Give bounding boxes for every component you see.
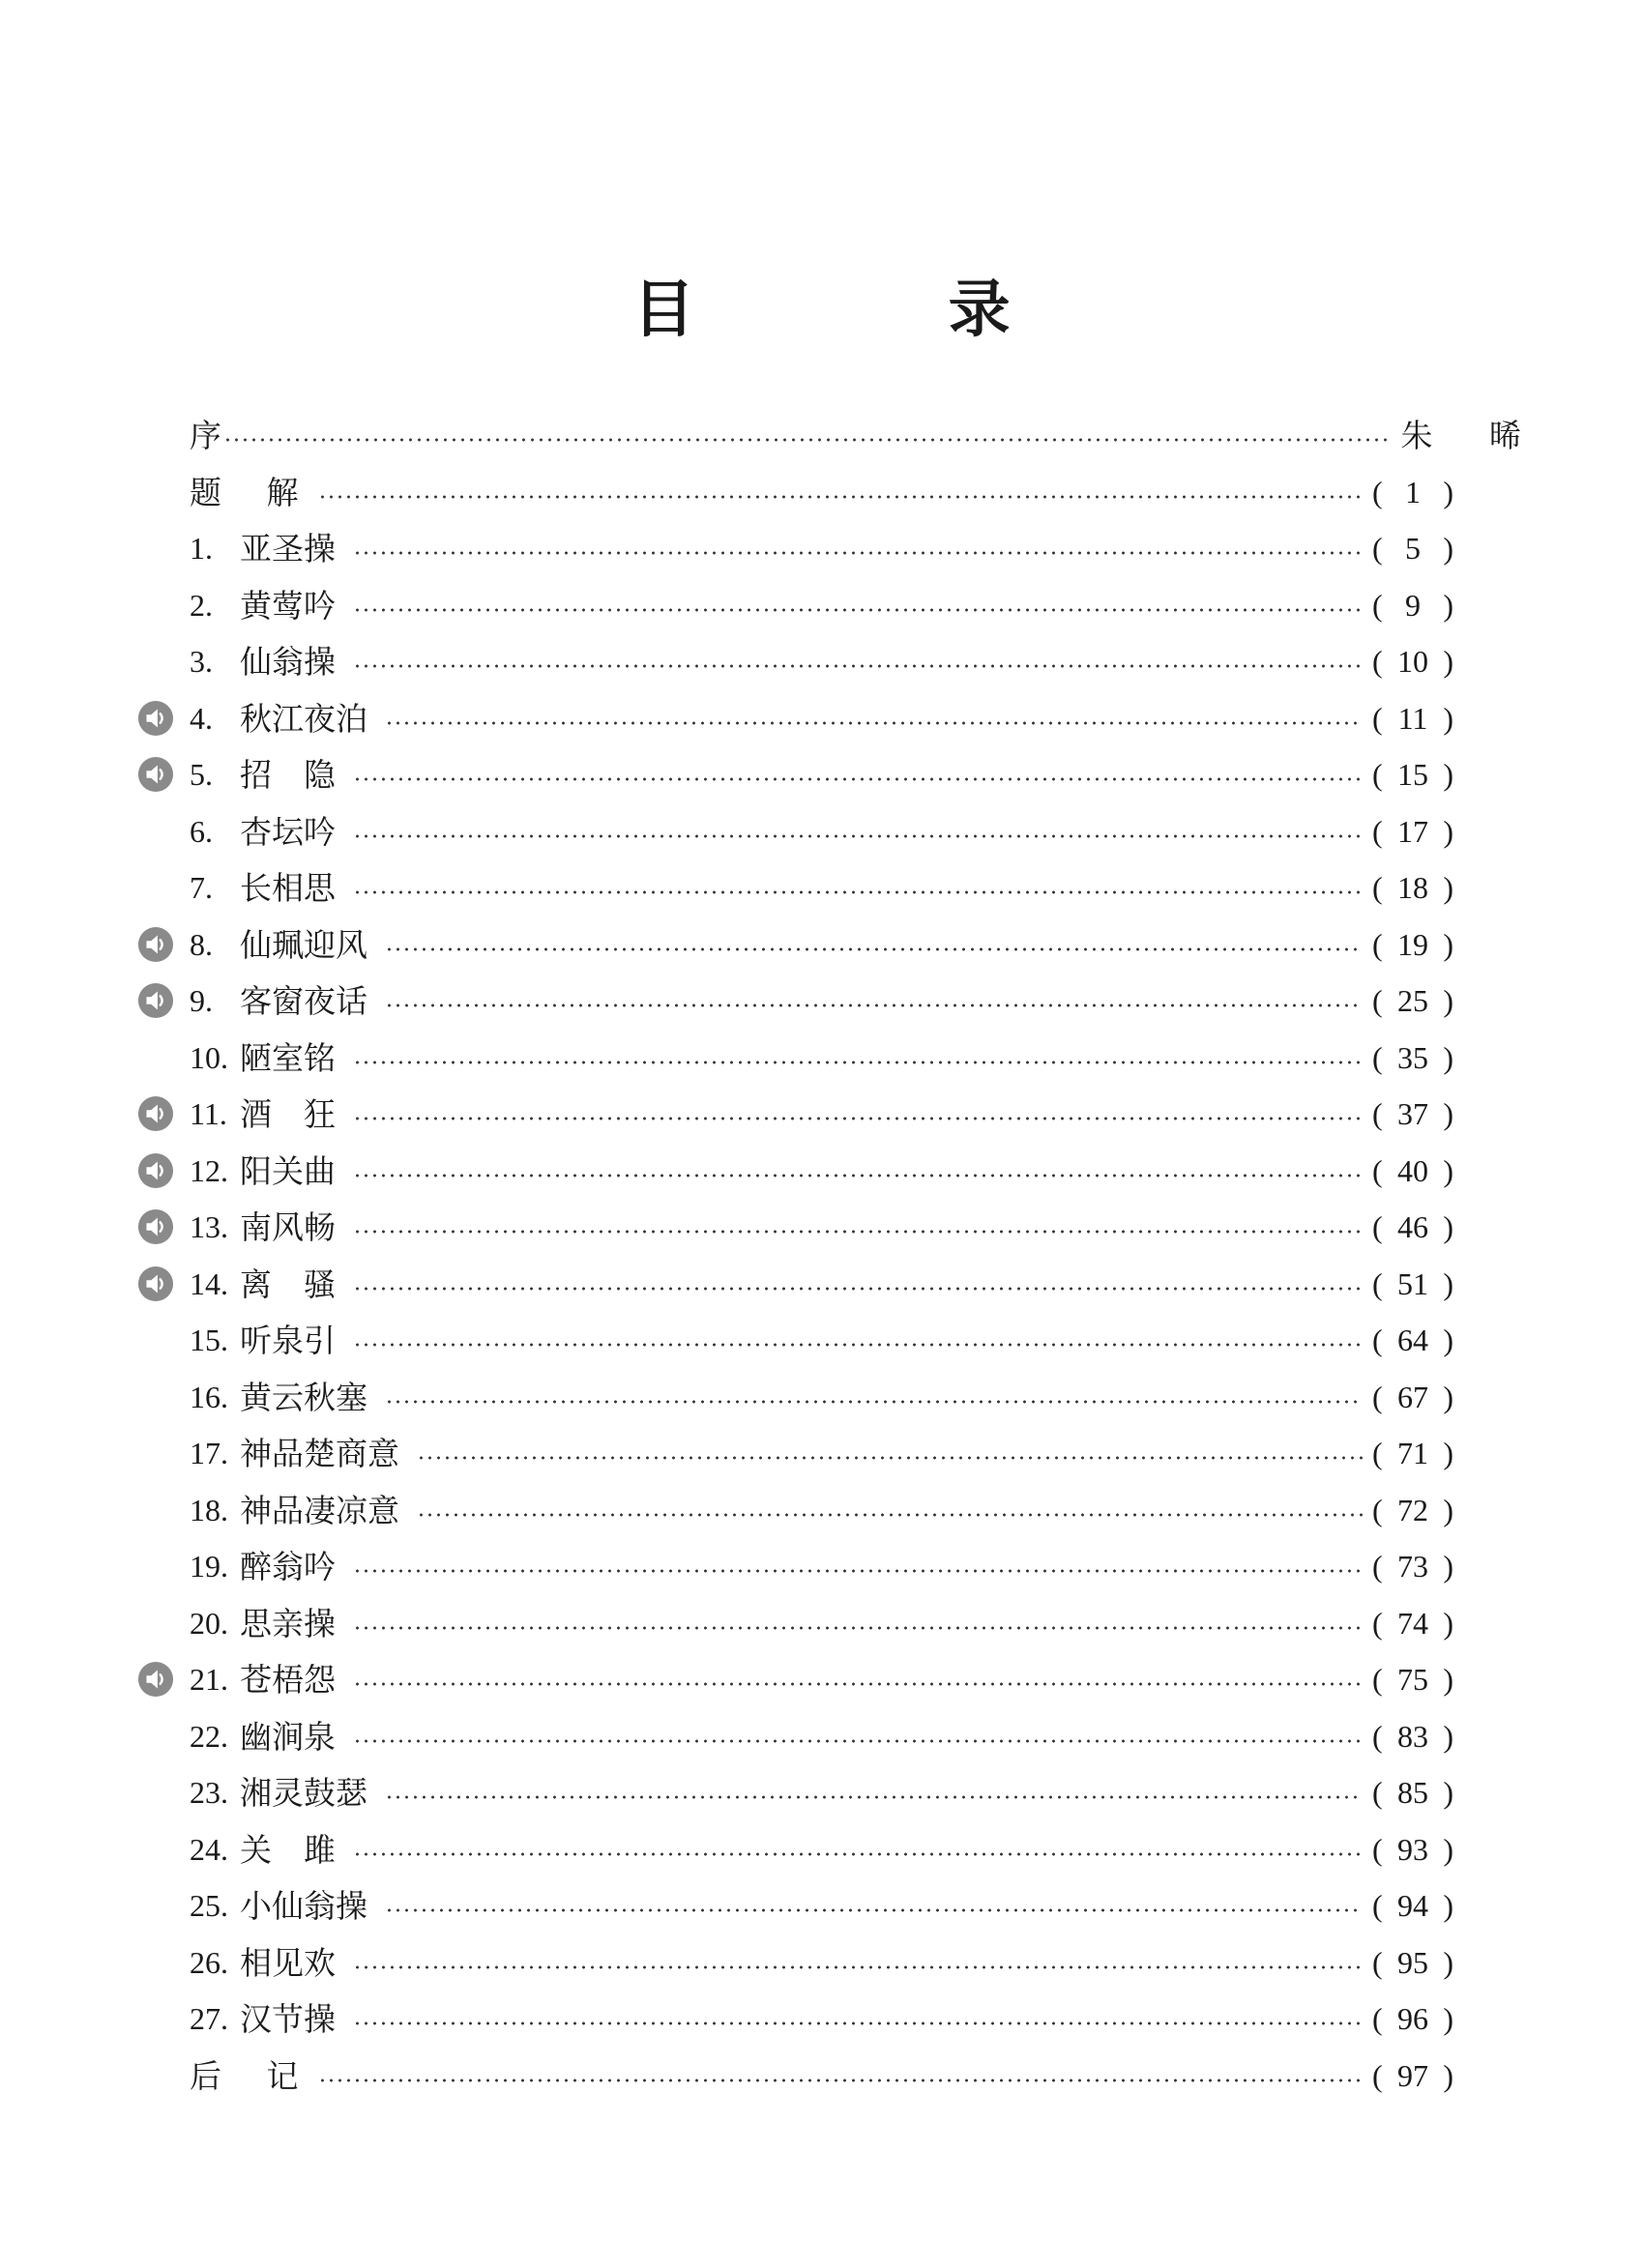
- dot-leader: [353, 1174, 1363, 1178]
- page-bracket-close: ): [1443, 701, 1453, 736]
- toc-entry-title: 湘灵鼓瑟: [240, 1774, 367, 1812]
- toc-entry-number: 12.: [190, 1153, 228, 1188]
- toc-entry-main: [240, 1821, 1453, 1878]
- dot-leader: [385, 947, 1363, 951]
- speaker-audio-icon[interactable]: [137, 1265, 174, 1302]
- toc-entry-main: [240, 1877, 1453, 1934]
- page-bracket-close: ): [1443, 757, 1453, 792]
- toc-entry-title: 客窗夜话: [240, 982, 367, 1020]
- page-number: 10: [1397, 644, 1428, 679]
- page-bracket-open: (: [1372, 475, 1383, 509]
- page-number: 25: [1397, 983, 1428, 1018]
- page-bracket-close: ): [1443, 1040, 1453, 1075]
- page-bracket-close: ): [1443, 1662, 1453, 1697]
- page-bracket-open: (: [1372, 2058, 1383, 2093]
- page-number-box: [1372, 1199, 1453, 1256]
- toc-row-5[interactable]: [0, 746, 1643, 803]
- page-number: 72: [1397, 1493, 1428, 1527]
- toc-entry-title: 听泉引: [240, 1322, 336, 1359]
- page-number-box: [1372, 1425, 1453, 1482]
- toc-entry-main: [240, 1143, 1453, 1200]
- page-bracket-close: ): [1443, 983, 1453, 1018]
- page-number: 73: [1397, 1549, 1428, 1584]
- toc-entry-number: 5.: [190, 757, 213, 792]
- toc-entry-number: 21.: [190, 1662, 228, 1697]
- toc-entry-main: [240, 803, 1453, 860]
- page-bracket-open: (: [1372, 814, 1383, 849]
- page-number-box: [1372, 1030, 1453, 1087]
- toc-row-25[interactable]: [0, 1877, 1643, 1934]
- page-bracket-open: (: [1372, 1832, 1383, 1867]
- page-bracket-close: ): [1443, 588, 1453, 623]
- page-number: 97: [1397, 2058, 1428, 2093]
- page-number: 19: [1397, 927, 1428, 962]
- page-bracket-close: ): [1443, 1719, 1453, 1754]
- toc-entry-title: 题 解: [190, 474, 316, 511]
- page-bracket-open: (: [1372, 1266, 1383, 1301]
- toc-entry-title: 陋室铭: [240, 1039, 336, 1077]
- speaker-audio-icon[interactable]: [137, 926, 174, 963]
- page-title: 目 录: [632, 274, 1127, 346]
- toc-entry-main: [240, 1595, 1453, 1652]
- page-bracket-open: (: [1372, 1096, 1383, 1131]
- toc-entry-number: 19.: [190, 1549, 228, 1584]
- page-number-box: [1372, 520, 1453, 577]
- toc-entry-number: 10.: [190, 1040, 228, 1075]
- page-bracket-close: ): [1443, 1888, 1453, 1923]
- page-bracket-open: (: [1372, 1323, 1383, 1357]
- toc-row-21[interactable]: [0, 1651, 1643, 1708]
- page-number: 46: [1397, 1209, 1428, 1244]
- dot-leader: [385, 1003, 1363, 1007]
- page-number: 37: [1397, 1096, 1428, 1131]
- toc-row-13[interactable]: [0, 1199, 1643, 1256]
- page-number: 17: [1397, 814, 1428, 849]
- speaker-audio-icon[interactable]: [137, 1208, 174, 1245]
- dot-leader: [353, 1682, 1363, 1686]
- page-number-box: [1372, 1595, 1453, 1652]
- page-bracket-open: (: [1372, 983, 1383, 1018]
- toc-entry-title: 醉翁吟: [240, 1548, 336, 1585]
- dot-leader: [353, 608, 1363, 612]
- toc-entry-title: 相见欢: [240, 1944, 336, 1982]
- toc-entry-title: 后 记: [190, 2057, 316, 2095]
- toc-entry-main: [240, 1030, 1453, 1087]
- page-number-box: [1372, 1651, 1453, 1708]
- page-bracket-close: ): [1443, 1209, 1453, 1244]
- toc-entry-main: [240, 1312, 1453, 1369]
- toc-entry-main: [240, 916, 1453, 974]
- page-bracket-open: (: [1372, 757, 1383, 792]
- toc-entry-number: 22.: [190, 1719, 228, 1754]
- toc-entry-number: 4.: [190, 701, 213, 736]
- toc-row-17[interactable]: [0, 1425, 1643, 1482]
- page-number: 1: [1405, 475, 1421, 509]
- toc-entry-title: 仙珮迎风: [240, 926, 367, 964]
- toc-row-4[interactable]: [0, 690, 1643, 747]
- page-bracket-open: (: [1372, 1888, 1383, 1923]
- page-number: 95: [1397, 1945, 1428, 1980]
- page-bracket-close: ): [1443, 1153, 1453, 1188]
- page-number-box: [1372, 1538, 1453, 1595]
- dot-leader: [353, 1343, 1363, 1347]
- dot-leader: [353, 1626, 1363, 1630]
- toc-entry-main: [240, 1764, 1453, 1821]
- toc-entry-number: 15.: [190, 1323, 228, 1357]
- toc-entry-number: 27.: [190, 2001, 228, 2036]
- page-bracket-close: ): [1443, 1832, 1453, 1867]
- page-bracket-open: (: [1372, 1662, 1383, 1697]
- page-number: 35: [1397, 1040, 1428, 1075]
- page-bracket-open: (: [1372, 1380, 1383, 1414]
- page-number: 15: [1397, 757, 1428, 792]
- page-number: 96: [1397, 2001, 1428, 2036]
- page-number: 67: [1397, 1380, 1428, 1414]
- speaker-audio-icon[interactable]: [137, 1095, 174, 1132]
- toc-row-7[interactable]: [0, 859, 1643, 916]
- page-number: 18: [1397, 870, 1428, 905]
- page-number-box: [1372, 577, 1453, 634]
- toc-entry-number: 25.: [190, 1888, 228, 1923]
- toc-entry-number: 7.: [190, 870, 213, 905]
- toc-row-1[interactable]: [0, 520, 1643, 577]
- page-number-box: [1372, 803, 1453, 860]
- toc-entry-title: 杏坛吟: [240, 813, 336, 851]
- dot-leader: [353, 664, 1363, 668]
- toc-row-10[interactable]: [0, 1030, 1643, 1087]
- toc-entry-title: 亚圣操: [240, 530, 336, 567]
- toc-entry-title: 黄莺吟: [240, 587, 336, 625]
- speaker-audio-icon[interactable]: [137, 1661, 174, 1698]
- toc-entry-number: 18.: [190, 1493, 228, 1527]
- toc-row-12[interactable]: [0, 1143, 1643, 1200]
- page-number-box: [1372, 1312, 1453, 1369]
- page-bracket-open: (: [1372, 1493, 1383, 1527]
- toc-entry-number: 3.: [190, 644, 213, 679]
- page-number: 83: [1397, 1719, 1428, 1754]
- toc-entry-title: 小仙翁操: [240, 1887, 367, 1925]
- toc-entry-number: 8.: [190, 927, 213, 962]
- dot-leader: [353, 890, 1363, 894]
- page-bracket-open: (: [1372, 1775, 1383, 1810]
- toc-entry-title: 幽涧泉: [240, 1718, 336, 1756]
- page-number: 71: [1397, 1436, 1428, 1470]
- page-number: 64: [1397, 1323, 1428, 1357]
- preface-author: 朱 晞: [1400, 417, 1544, 454]
- toc-entry-number: 2.: [190, 588, 213, 623]
- page-number-box: [1372, 690, 1453, 747]
- toc-row-2[interactable]: [0, 577, 1643, 634]
- dot-leader: [353, 777, 1363, 781]
- page-number-box: [1372, 1764, 1453, 1821]
- dot-leader: [353, 1230, 1363, 1234]
- dot-leader: [353, 1739, 1363, 1743]
- toc-row-11[interactable]: [0, 1086, 1643, 1143]
- page-number-box: [1372, 973, 1453, 1030]
- toc-row-20[interactable]: [0, 1595, 1643, 1652]
- dot-leader: [353, 1852, 1363, 1856]
- dot-leader: [417, 1456, 1363, 1460]
- toc-entry-main: [240, 859, 1453, 916]
- page-number: 94: [1397, 1888, 1428, 1923]
- toc-entry-title: 黄云秋塞: [240, 1379, 367, 1416]
- page-bracket-close: ): [1443, 644, 1453, 679]
- toc-row-27[interactable]: [0, 1991, 1643, 2048]
- toc-row-19[interactable]: [0, 1538, 1643, 1595]
- page-bracket-open: (: [1372, 1606, 1383, 1641]
- page-number-box: [1372, 916, 1453, 974]
- page-bracket-close: ): [1443, 1549, 1453, 1584]
- toc-entry-title: 南风畅: [240, 1208, 336, 1246]
- toc-entry-main: [240, 577, 1453, 634]
- dot-leader: [417, 1513, 1363, 1517]
- toc-entry-main: [240, 690, 1453, 747]
- page-bracket-close: ): [1443, 531, 1453, 566]
- toc-row-3[interactable]: [0, 633, 1643, 690]
- toc-entry-title: 苍梧怨: [240, 1661, 336, 1699]
- toc-row-14[interactable]: [0, 1256, 1643, 1313]
- dot-leader: [318, 2079, 1364, 2082]
- page-number: 74: [1397, 1606, 1428, 1641]
- toc-row-23[interactable]: [0, 1764, 1643, 1821]
- toc-entry-title: 神品凄凉意: [240, 1492, 399, 1529]
- page-bracket-open: (: [1372, 2001, 1383, 2036]
- page-bracket-open: (: [1372, 644, 1383, 679]
- page-bracket-open: (: [1372, 1719, 1383, 1754]
- toc-entry-number: 14.: [190, 1266, 228, 1301]
- toc-row-6[interactable]: [0, 803, 1643, 860]
- toc-row-afterword[interactable]: [0, 2048, 1643, 2105]
- toc-row-24[interactable]: [0, 1821, 1643, 1878]
- page-number: 9: [1405, 588, 1421, 623]
- toc-entry-number: 24.: [190, 1832, 228, 1867]
- page-bracket-open: (: [1372, 1549, 1383, 1584]
- page-number: 93: [1397, 1832, 1428, 1867]
- page-bracket-close: ): [1443, 1606, 1453, 1641]
- toc-entry-title: 招 隐: [240, 756, 336, 794]
- toc-entry-main: [240, 1482, 1453, 1539]
- dot-leader: [385, 1795, 1363, 1799]
- page-number-box: [1372, 1991, 1453, 2048]
- page-number-box: [1372, 2048, 1453, 2105]
- page-bracket-close: ): [1443, 1380, 1453, 1414]
- toc-entry-number: 16.: [190, 1380, 228, 1414]
- toc-row-8[interactable]: [0, 916, 1643, 974]
- page-number-box: [1372, 1877, 1453, 1934]
- dot-leader: [353, 1965, 1363, 1969]
- toc-entry-number: 17.: [190, 1436, 228, 1470]
- page-bracket-open: (: [1372, 1040, 1383, 1075]
- toc-entry-main: [240, 746, 1453, 803]
- page-bracket-open: (: [1372, 870, 1383, 905]
- page-bracket-open: (: [1372, 1153, 1383, 1188]
- toc-entry-main: [240, 1991, 1453, 2048]
- page-bracket-close: ): [1443, 927, 1453, 962]
- toc-row-15[interactable]: [0, 1312, 1643, 1369]
- page-bracket-close: ): [1443, 1323, 1453, 1357]
- dot-leader: [353, 834, 1363, 838]
- page-bracket-close: ): [1443, 1775, 1453, 1810]
- toc-entry-title: 长相思: [240, 869, 336, 907]
- dot-leader: [353, 1061, 1363, 1064]
- toc-entry-title: 阳关曲: [240, 1152, 336, 1190]
- page-bracket-close: ): [1443, 1266, 1453, 1301]
- page-number: 11: [1397, 701, 1428, 736]
- page-number-box: [1372, 1934, 1453, 1992]
- page-number-box: [1372, 1086, 1453, 1143]
- page-bracket-close: ): [1443, 1945, 1453, 1980]
- toc-entry-title: 酒 狂: [240, 1095, 336, 1133]
- dot-leader: [318, 495, 1364, 499]
- page-bracket-open: (: [1372, 531, 1383, 566]
- page-bracket-close: ): [1443, 2058, 1453, 2093]
- page-number-box: [1372, 1482, 1453, 1539]
- toc-entry-main: [240, 1708, 1453, 1765]
- toc-entry-title: 关 雎: [240, 1831, 336, 1869]
- toc-entry-main: [240, 633, 1453, 690]
- dot-leader: [353, 2021, 1363, 2025]
- speaker-audio-icon[interactable]: [137, 756, 174, 793]
- dot-leader: [385, 721, 1363, 725]
- dot-leader: [353, 551, 1363, 555]
- page-number-box: [1372, 1369, 1453, 1426]
- toc-entry-main: [240, 1369, 1453, 1426]
- toc-entry-number: 20.: [190, 1606, 228, 1641]
- page-number: 51: [1397, 1266, 1428, 1301]
- page-number-box: [1372, 1708, 1453, 1765]
- toc-entry-title: 神品楚商意: [240, 1435, 399, 1472]
- toc-entry-main: [240, 1086, 1453, 1143]
- page-number: 75: [1397, 1662, 1428, 1697]
- page-number-box: [1372, 859, 1453, 916]
- page-number: 40: [1397, 1153, 1428, 1188]
- toc-entry-main: [240, 1538, 1453, 1595]
- toc-row-26[interactable]: [0, 1934, 1643, 1992]
- toc-entry-main: [190, 2048, 1453, 2105]
- page-bracket-open: (: [1372, 1209, 1383, 1244]
- toc-entry-number: 11.: [190, 1096, 227, 1131]
- toc-row-preface[interactable]: [0, 407, 1643, 464]
- toc-entry-main: [240, 1425, 1453, 1482]
- toc-entry-title: 思亲操: [240, 1605, 336, 1643]
- page-number-box: [1372, 1256, 1453, 1313]
- page-bracket-open: (: [1372, 927, 1383, 962]
- page-number-box: [1372, 746, 1453, 803]
- toc-row-18[interactable]: [0, 1482, 1643, 1539]
- toc-entry-title: 秋江夜泊: [240, 700, 367, 738]
- page-bracket-open: (: [1372, 588, 1383, 623]
- page-number: 5: [1405, 531, 1421, 566]
- page-bracket-close: ): [1443, 2001, 1453, 2036]
- toc-entry-main: [240, 1199, 1453, 1256]
- toc-entry-main: [190, 464, 1453, 521]
- page-bracket-open: (: [1372, 1945, 1383, 1980]
- speaker-audio-icon[interactable]: [137, 982, 174, 1019]
- toc-entry-title: 离 骚: [240, 1265, 336, 1303]
- page-bracket-close: ): [1443, 1493, 1453, 1527]
- speaker-audio-icon[interactable]: [137, 700, 174, 737]
- toc-row-16[interactable]: [0, 1369, 1643, 1426]
- toc-entry-main: [240, 973, 1453, 1030]
- toc-entry-number: 9.: [190, 983, 213, 1018]
- toc-entry-main: [240, 1256, 1453, 1313]
- speaker-audio-icon[interactable]: [137, 1152, 174, 1189]
- dot-leader: [385, 1908, 1363, 1912]
- page-number-box: [1372, 633, 1453, 690]
- dot-leader: [385, 1400, 1363, 1404]
- dot-leader: [353, 1117, 1363, 1120]
- toc-row-22[interactable]: [0, 1708, 1643, 1765]
- page-bracket-close: ): [1443, 870, 1453, 905]
- toc-entry-main: [240, 1934, 1453, 1992]
- page-bracket-open: (: [1372, 1436, 1383, 1470]
- toc-entry-number: 26.: [190, 1945, 228, 1980]
- page-bracket-close: ): [1443, 814, 1453, 849]
- toc-entry-main: [240, 1651, 1453, 1708]
- page-number-box: [1372, 1821, 1453, 1878]
- page-number-box: [1372, 1143, 1453, 1200]
- toc-entry-title: 仙翁操: [240, 643, 336, 681]
- page-number: 85: [1397, 1775, 1428, 1810]
- toc-entry-title: 序: [190, 417, 221, 454]
- dot-leader: [353, 1287, 1363, 1291]
- page-bracket-open: (: [1372, 701, 1383, 736]
- toc-entry-number: 6.: [190, 814, 213, 849]
- toc-entry-main: [190, 407, 1544, 464]
- toc-entry-title: 汉节操: [240, 2000, 336, 2038]
- page-bracket-close: ): [1443, 475, 1453, 509]
- toc-entry-number: 23.: [190, 1775, 228, 1810]
- page-number-box: [1372, 464, 1453, 521]
- toc-row-9[interactable]: [0, 973, 1643, 1030]
- toc-entry-number: 1.: [190, 531, 213, 566]
- dot-leader: [353, 1569, 1363, 1573]
- toc-row-intro[interactable]: [0, 464, 1643, 521]
- page-bracket-close: ): [1443, 1436, 1453, 1470]
- page-bracket-close: ): [1443, 1096, 1453, 1131]
- toc-entry-number: 13.: [190, 1209, 228, 1244]
- dot-leader: [223, 438, 1392, 442]
- toc-entry-main: [240, 520, 1453, 577]
